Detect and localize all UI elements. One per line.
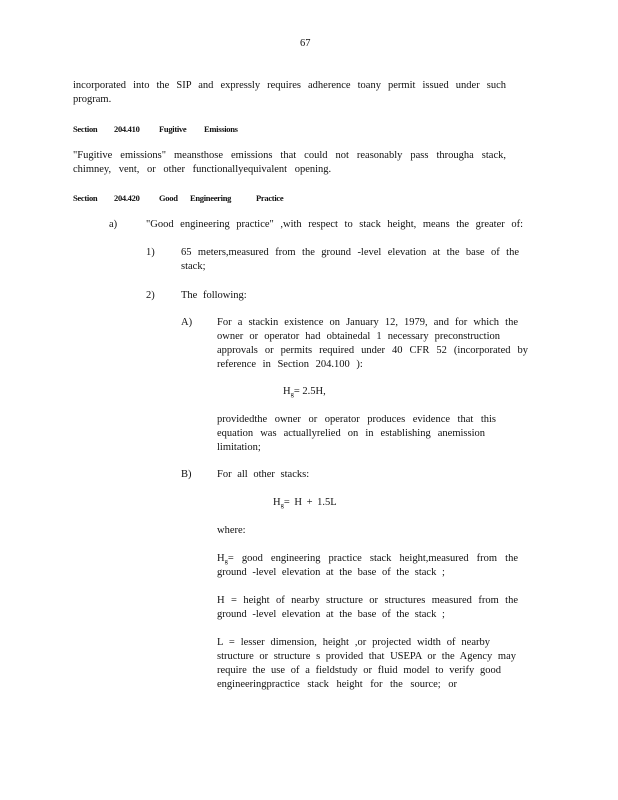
page-number: 67 (300, 38, 311, 49)
def-hg-sub: g (224, 558, 228, 565)
formula-a-main: H (283, 386, 291, 397)
section-420-number: 204.420 (114, 193, 140, 203)
item-1-marker: 1) (146, 247, 155, 258)
item-A-marker: A) (181, 317, 193, 328)
item-A-after-2: equation was actuallyrelied on in establishing anemission (217, 428, 485, 439)
section-410-title-2: Emissions (204, 124, 238, 134)
item-2-marker: 2) (146, 290, 155, 301)
def-hg-line-2: ground -level elevation at the base of the stack ; (217, 567, 445, 578)
item-1-line-1: 65 meters,measured from the ground -level elevation at the base of the (181, 247, 519, 258)
def-l-line-4: engineeringpractice stack height for the source; or (217, 679, 457, 690)
item-1-line-2: stack; (181, 261, 206, 272)
section-420-title-2: Engineering (190, 193, 232, 203)
item-A-line-2: owner or operator had obtainedal 1 necessary preconstruction (217, 331, 500, 342)
section-410-number: 204.410 (114, 124, 140, 134)
item-A-line-3: approvals or permits required under 40 CFR 52 (incorporated by (217, 345, 528, 356)
where-label: where: (217, 525, 246, 536)
intro-line-1: incorporated into the SIP and expressly requires adherence toany permit issued under such (73, 80, 506, 91)
section-410-title: Fugitive (159, 124, 187, 134)
formula-b (273, 496, 337, 513)
item-A-line-4: reference in Section 204.100 ): (217, 359, 363, 370)
formula-b-main: H (273, 497, 281, 508)
def-hg-main: H (217, 553, 225, 564)
formula-a-sub: g (290, 391, 294, 398)
item-A-after-1: providedthe owner or operator produces evidence that this (217, 414, 496, 425)
section-410-line-1: "Fugitive emissions" meansthose emissions that could not reasonably pass througha stack, (73, 150, 506, 161)
def-hg-rest: = good engineering practice stack height,measured from the (227, 553, 518, 564)
def-h-line-2: ground -level elevation at the base of the stack ; (217, 609, 445, 620)
section-420-title-3: Practice (256, 193, 284, 203)
section-410-line-2: chimney, vent, or other functionallyequivalent opening. (73, 164, 332, 175)
section-420-label: Section (73, 193, 98, 203)
item-2-text: The following: (181, 290, 247, 301)
section-410-label: Section (73, 124, 98, 134)
intro-line-2: program. (73, 94, 112, 105)
item-B-marker: B) (181, 469, 192, 480)
formula-a (283, 385, 326, 402)
formula-a-rest: = 2.5H, (293, 386, 326, 397)
item-A-after-3: limitation; (217, 442, 261, 453)
item-a-text: "Good engineering practice" ,with respect to stack height, means the greater of: (146, 219, 523, 230)
def-l-line-2: structure or structure s provided that USEPA or the Agency may (217, 651, 516, 662)
item-B-text: For all other stacks: (217, 469, 310, 480)
def-l-line-3: require the use of a fieldstudy or fluid model to verify good (217, 665, 501, 676)
item-a-marker: a) (109, 219, 118, 230)
def-l-line-1: L = lesser dimension, height ,or projected width of nearby (217, 637, 490, 648)
section-420-title: Good (159, 193, 178, 203)
formula-b-rest: = H + 1.5L (283, 497, 337, 508)
def-h-line-1: H = height of nearby structure or structures measured from the (217, 595, 518, 606)
formula-b-sub: g (280, 502, 284, 509)
item-A-line-1: For a stackin existence on January 12, 1979, and for which the (217, 317, 518, 328)
